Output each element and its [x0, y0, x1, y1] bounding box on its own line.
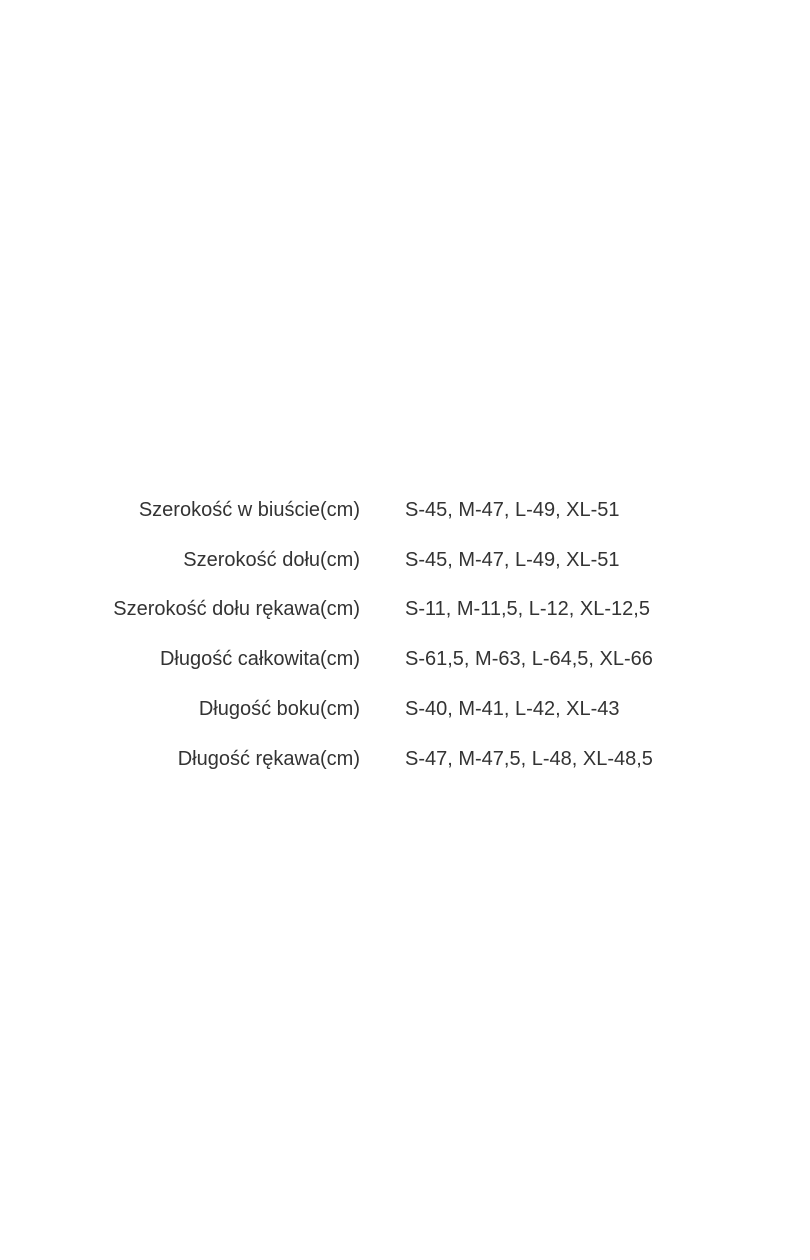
size-row-total-length — [0, 634, 810, 684]
measurement-label: Szerokość dołu(cm) — [183, 548, 360, 571]
measurement-values: S-47, M-47,5, L-48, XL-48,5 — [405, 747, 653, 770]
measurement-values: S-61,5, M-63, L-64,5, XL-66 — [405, 648, 653, 671]
size-row-sleeve-length — [0, 734, 810, 784]
measurement-values: S-45, M-47, L-49, XL-51 — [405, 498, 620, 521]
size-chart-table — [0, 485, 810, 784]
measurement-label: Długość boku(cm) — [198, 698, 360, 721]
size-row-sleeve-hem-width — [0, 585, 810, 635]
measurement-label: Długość całkowita(cm) — [159, 648, 360, 671]
size-row-bust-width — [0, 485, 810, 535]
measurement-values: S-45, M-47, L-49, XL-51 — [405, 548, 620, 571]
measurement-label: Szerokość w biuście(cm) — [138, 498, 360, 521]
measurement-label: Szerokość dołu rękawa(cm) — [113, 598, 360, 621]
measurement-values: S-40, M-41, L-42, XL-43 — [405, 698, 620, 721]
measurement-label: Długość rękawa(cm) — [177, 747, 360, 770]
measurement-values: S-11, M-11,5, L-12, XL-12,5 — [405, 598, 650, 621]
size-row-side-length — [0, 684, 810, 734]
size-row-hem-width — [0, 535, 810, 585]
